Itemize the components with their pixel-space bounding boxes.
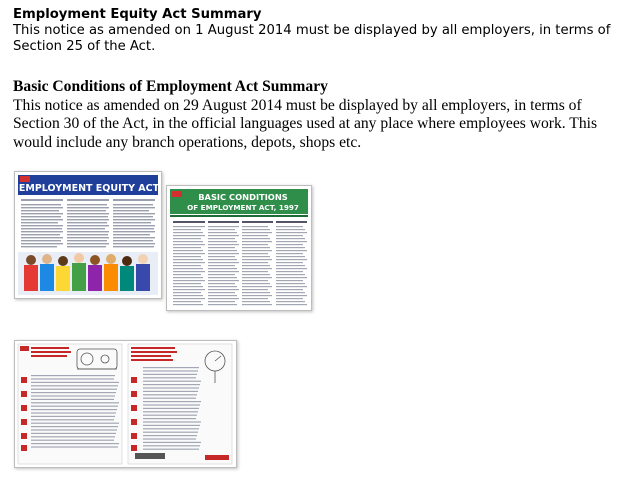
employment-equity-section — [13, 7, 625, 55]
employment-equity-poster-title: EMPLOYMENT EQUITY ACT — [18, 183, 160, 194]
basic-conditions-text: This notice as amended on 29 August 2014 must be displayed by all employers, in terms of Section 30 of the Act, in the official languages used at any place where employees work. This would include any branch operations, depots, shops etc. — [13, 96, 598, 151]
basic-conditions-section — [13, 78, 625, 152]
basic-conditions-poster-title-2: OF EMPLOYMENT ACT, 1997 — [187, 203, 299, 212]
employment-equity-poster-image[interactable] — [14, 171, 162, 299]
basic-conditions-poster-title-1: BASIC CONDITIONS — [198, 192, 288, 202]
employment-equity-text: This notice as amended on 1 August 2014 must be displayed by all employers, in terms of Section 25 of the Act. — [13, 23, 611, 54]
employment-equity-heading: Employment Equity Act Summary — [13, 7, 262, 22]
basic-conditions-heading: Basic Conditions of Employment Act Summary — [13, 78, 328, 95]
regulations-poster-image[interactable] — [14, 340, 237, 468]
basic-conditions-poster-image[interactable] — [166, 185, 312, 311]
